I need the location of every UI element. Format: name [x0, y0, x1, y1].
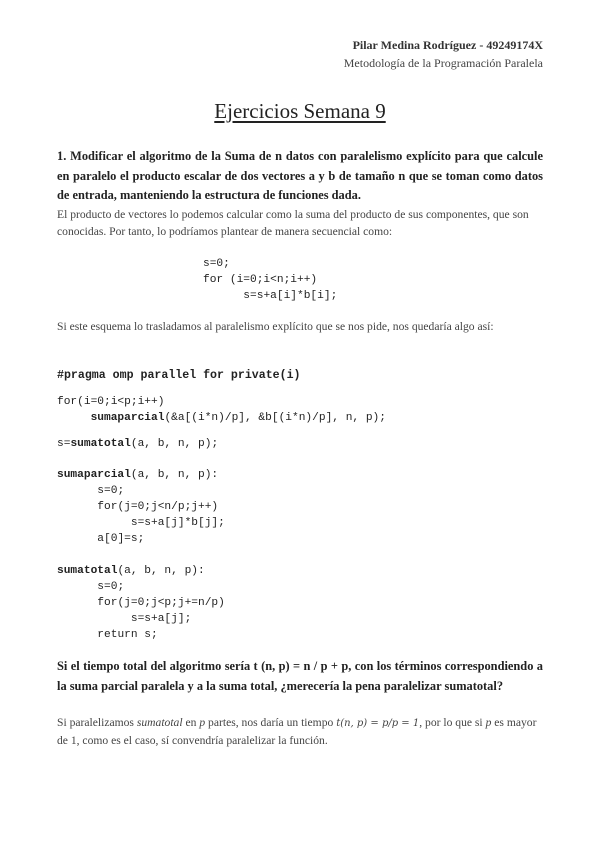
paragraph-2: Si este esquema lo trasladamos al paralelismo explícito que se nos pide, nos quedaría algo así: [57, 320, 494, 333]
text-run: Si paralelizamos [57, 716, 137, 729]
code-line: a[0]=s; [97, 533, 145, 545]
code-line: for(j=0;j<p;j+=n/p) [97, 597, 225, 609]
page-title: Ejercicios Semana 9 [214, 99, 386, 123]
code-line: s=0; [97, 581, 125, 593]
paragraph-1: El producto de vectores lo podemos calcular como la suma del producto de sus componentes, que son conocidas. Por tanto, lo podríamos plantear de manera secuencial como: [57, 208, 529, 238]
code-line: s=0; [203, 258, 230, 270]
code-args: (a, b, n, p); [130, 438, 219, 450]
code-args: (a, b, n, p): [130, 469, 219, 481]
text-run: es mayor de 1, como es el caso, sí convendría paralelizar la función. [57, 716, 537, 747]
code-total-call [57, 436, 218, 452]
text-italic: p [199, 716, 206, 729]
code-loop [57, 394, 386, 426]
code-line: return s; [97, 629, 158, 641]
text-run: , por lo que si [419, 716, 486, 729]
header-author: Pilar Medina Rodríguez - 49249174X [352, 38, 543, 52]
code-pragma: #pragma omp parallel for private(i) [57, 369, 301, 382]
code-args: (a, b, n, p): [117, 565, 205, 577]
question-1: 1. Modificar el algoritmo de la Suma de n datos con paralelismo explícito para que calcule en paralelo el producto escalar de dos vectores a y b de tamaño n que se toman como datos de entrada, manteniendo la estructura de funciones dada. [57, 149, 543, 202]
code-line: for(i=0;i<p;i++) [57, 396, 165, 408]
code-sequential [203, 256, 337, 304]
code-line: s=s+a[j]; [130, 613, 192, 625]
question-2: Si el tiempo total del algoritmo sería t (n, p) = n / p + p, con los términos correspondiendo a la suma parcial paralela y a la suma total, ¿merecería la pena paralelizar sumatotal? [57, 659, 543, 693]
text-run: en [182, 716, 200, 729]
code-sumaparcial [57, 467, 225, 547]
text-run: partes, nos daría un tiempo [205, 716, 337, 729]
code-prefix: s= [57, 438, 71, 450]
code-line: for (i=0;i<n;i++) [203, 274, 318, 286]
text-italic: p [485, 716, 492, 729]
text-italic: sumatotal [136, 716, 183, 729]
paragraph-3 [57, 714, 543, 749]
code-args: (&a[(i*n)/p], &b[(i*n)/p], n, p); [164, 412, 386, 424]
code-func-name: sumatotal [57, 565, 118, 577]
header-course: Metodología de la Programación Paralela [343, 56, 543, 70]
code-func-name: sumatotal [70, 438, 131, 450]
code-func-name: sumaparcial [57, 469, 131, 481]
code-func-name: sumaparcial [90, 412, 165, 424]
code-sumatotal [57, 563, 225, 643]
code-line: s=s+a[i]*b[i]; [243, 290, 338, 302]
math-formula: t(n, p) = p/p = 1 [336, 718, 420, 729]
code-line: s=s+a[j]*b[j]; [130, 517, 225, 529]
code-line: s=0; [97, 485, 125, 497]
code-line: for(j=0;j<n/p;j++) [97, 501, 219, 513]
